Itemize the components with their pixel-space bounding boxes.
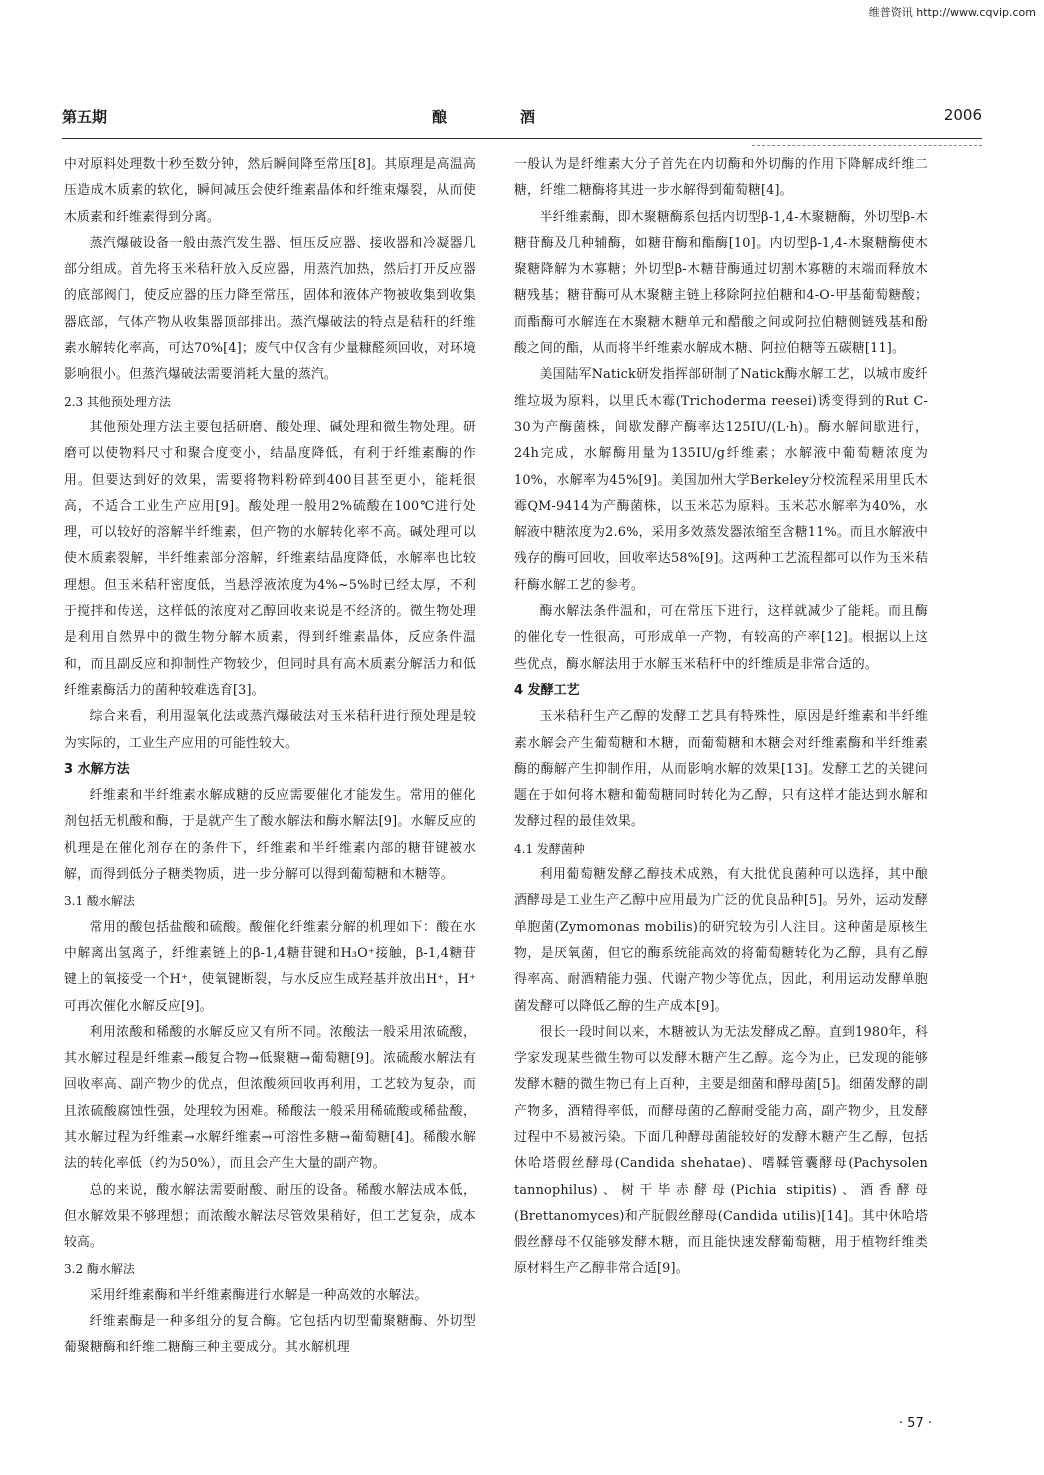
paragraph: 蒸汽爆破设备一般由蒸汽发生器、恒压反应器、接收器和冷凝器几部分组成。首先将玉米秸秆放入反应器，用蒸汽加热，然后打开反应器的底部阀门，使反应器的压力降至常压，固体和液体产物被收集到收集器底部，气体产物从收集器顶部排出。蒸汽爆破法的特点是秸秆的纤维素水解转化率高，可达70%[4]；废气中仅含有少量糠醛须回收，对环境影响很小。但蒸汽爆破法需要消耗大量的蒸汽。 <box>64 235 476 383</box>
section-heading: 4.1 发酵菌种 <box>514 841 585 856</box>
paragraph: 总的来说，酸水解法需要耐酸、耐压的设备。稀酸水解法成本低，但水解效果不够理想；而浓酸水解法尽管效果稍好，但工艺复杂，成本较高。 <box>64 1182 476 1251</box>
watermark: 维普资讯 http://www.cqvip.com <box>868 6 1036 19</box>
paragraph: 采用纤维素酶和半纤维素酶进行水解是一种高效的水解法。 <box>89 1287 428 1303</box>
paragraph: 其他预处理方法主要包括研磨、酸处理、碱处理和微生物处理。研磨可以使物料尺寸和聚合度变小，结晶度降低，有利于纤维素酶的作用。但要达到好的效果，需要将物料粉碎到400目甚至更小，能耗很高，不适合工业生产应用[9]。酸处理一般用2%硫酸在100℃进行处理，可以较好的溶解半纤维素，但产物的水解转化率不高。碱处理可以使木质素裂解，半纤维素部分溶解，纤维素结晶度降低，水解率也比较理想。但玉米秸秆密度低，当悬浮液浓度为4%~5%时已经太厚，不利于搅拌和传送，这样低的浓度对乙醇回收来说是不经济的。微生物处理是利用自然界中的微生物分解木质素，得到纤维素晶体，反应条件温和，而且副反应和抑制性产物较少，但同时具有高木质素分解活力和低纤维素酶活力的菌种较难选育[3]。 <box>64 419 476 698</box>
paragraph: 一般认为是纤维素大分子首先在内切酶和外切酶的作用下降解成纤维二糖，纤维二糖酶将其进一步水解得到葡萄糖[4]。 <box>514 157 928 199</box>
year-label: 2006 <box>943 106 982 124</box>
journal-title-char-1: 酿 <box>432 108 448 126</box>
journal-title-char-2: 酒 <box>520 108 536 126</box>
paragraph: 纤维素和半纤维素水解成糖的反应需要催化才能发生。常用的催化剂包括无机酸和酶，于是就产生了酸水解法和酶水解法[9]。水解反应的机理是在催化剂存在的条件下，纤维素和半纤维素内部的糖苷键被水解，而得到低分子糖类物质，进一步分解可以得到葡萄糖和木糖等。 <box>64 788 476 883</box>
paragraph: 玉米秸秆生产乙醇的发酵工艺具有特殊性，原因是纤维素和半纤维素水解会产生葡萄糖和木糖，而葡萄糖和木糖会对纤维素酶和半纤维素酶的酶解产生抑制作用，从而影响水解的效果[13]。发酵工艺的关键问题在于如何将木糖和葡萄糖同时转化为乙醇，只有这样才能达到水解和发酵过程的最佳效果。 <box>514 709 928 830</box>
paragraph: 常用的酸包括盐酸和硫酸。酸催化纤维素分解的机理如下：酸在水中解离出氢离子，纤维素链上的β-1,4糖苷键和H₃O⁺接触，β-1,4糖苷键上的氧接受一个H⁺，使氧键断裂，与水反应生成羟基并放出H⁺，H⁺可再次催化水解反应[9]。 <box>64 919 476 1014</box>
section-heading: 3.2 酶水解法 <box>64 1262 135 1277</box>
header-dashed-rule <box>752 145 982 146</box>
paragraph: 综合来看，利用湿氧化法或蒸汽爆破法对玉米秸秆进行预处理是较为实际的，工业生产应用的可能性较大。 <box>64 709 476 751</box>
section-heading: 3 水解方法 <box>64 761 130 777</box>
paragraph: 中对原料处理数十秒至数分钟，然后瞬间降至常压[8]。其原理是高温高压造成木质素的软化，瞬间减压会使纤维素晶体和纤维束爆裂，从而使木质素和纤维素得到分离。 <box>64 157 476 225</box>
paragraph: 很长一段时间以来，木糖被认为无法发酵成乙醇。直到1980年，科学家发现某些微生物可以发酵木糖产生乙醇。迄今为止，已发现的能够发酵木糖的微生物已有上百种，主要是细菌和酵母菌[5]。细菌发酵的副产物多，酒精得率低，而酵母菌的乙醇耐受能力高，副产物少，且发酵过程中不易被污染。下面几种酵母菌能较好的发酵木糖产生乙醇，包括休哈塔假丝酵母(Candida shehatae)、嗜鞣管囊酵母(Pachysolen tannophilus)、树干毕赤酵母(Pichia stipitis)、酒香酵母(Brettanomyces)和产朊假丝酵母(Candida utilis)[14]。其中休哈塔假丝酵母不仅能够发酵木糖，而且能快速发酵葡萄糖，用于植物纤维类原材料生产乙醇非常合适[9]。 <box>514 1024 928 1277</box>
right-column <box>514 152 928 1283</box>
left-column <box>64 152 476 1362</box>
section-heading: 4 发酵工艺 <box>514 682 580 698</box>
issue-label: 第五期 <box>62 108 108 126</box>
page-number: · 57 · <box>898 1416 932 1431</box>
paragraph: 酶水解法条件温和，可在常压下进行，这样就减少了能耗。而且酶的催化专一性很高，可形成单一产物，有较高的产率[12]。根据以上这些优点，酶水解法用于水解玉米秸秆中的纤维质是非常合适的。 <box>514 604 928 672</box>
section-heading: 2.3 其他预处理方法 <box>64 394 171 409</box>
paragraph: 美国陆军Natick研发指挥部研制了Natick酶水解工艺，以城市废纤维垃圾为原料，以里氏木霉(Trichoderma reesei)诱变得到的Rut C-30为产酶菌株，间歇发酵产酶率达125IU/(L·h)。酶水解间歇进行，24h完成，水解酶用量为135IU/g纤维素；水解液中葡萄糖浓度为10%，水解率为45%[9]。美国加州大学Berkeley分校流程采用里氏木霉QM-9414为产酶菌株，以玉米芯为原料。玉米芯水解率为40%，水解液中糖浓度为2.6%，采用多效蒸发器浓缩至含糖11%。而且水解液中残存的酶可回收，回收率达58%[9]。这两种工艺流程都可以作为玉米秸秆酶水解工艺的参考。 <box>514 367 928 593</box>
paragraph: 纤维素酶是一种多组分的复合酶。它包括内切型葡聚糖酶、外切型葡聚糖酶和纤维二糖酶三种主要成分。其水解机理 <box>64 1314 476 1356</box>
paragraph: 利用葡萄糖发酵乙醇技术成熟，有大批优良菌种可以选择，其中酿酒酵母是工业生产乙醇中应用最为广泛的优良品种[5]。另外，运动发酵单胞菌(Zymomonas mobilis)的研究较为引人注目。这种菌是原核生物，是厌氧菌，但它的酶系统能高效的将葡萄糖转化为乙醇，具有乙醇得率高、耐酒精能力强、代谢产物少等优点，因此，利用运动发酵单胞菌发酵可以降低乙醇的生产成本[9]。 <box>514 867 928 1014</box>
paragraph: 利用浓酸和稀酸的水解反应又有所不同。浓酸法一般采用浓硫酸，其水解过程是纤维素→酸复合物→低聚糖→葡萄糖[9]。浓硫酸水解法有回收率高、副产物少的优点，但浓酸须回收再利用，工艺较为复杂，而且浓硫酸腐蚀性强，处理较为困难。稀酸法一般采用稀硫酸或稀盐酸，其水解过程为纤维素→水解纤维素→可溶性多糖→葡萄糖[4]。稀酸水解法的转化率低（约为50%），而且会产生大量的副产物。 <box>64 1024 476 1172</box>
page-header <box>62 98 982 139</box>
section-heading: 3.1 酸水解法 <box>64 894 135 909</box>
paragraph: 半纤维素酶，即木聚糖酶系包括内切型β-1,4-木聚糖酶，外切型β-木糖苷酶及几种辅酶，如糖苷酶和酯酶[10]。内切型β-1,4-木聚糖酶使木聚糖降解为木寡糖；外切型β-木糖苷酶通过切割木寡糖的末端而释放木糖残基；糖苷酶可从木聚糖主链上移除阿拉伯糖和4-O-甲基葡萄糖酸；而酯酶可水解连在木聚糖木糖单元和醋酸之间或阿拉伯糖侧链残基和酚酸之间的酯，从而将半纤维素水解成木糖、阿拉伯糖等五碳糖[11]。 <box>514 209 928 357</box>
